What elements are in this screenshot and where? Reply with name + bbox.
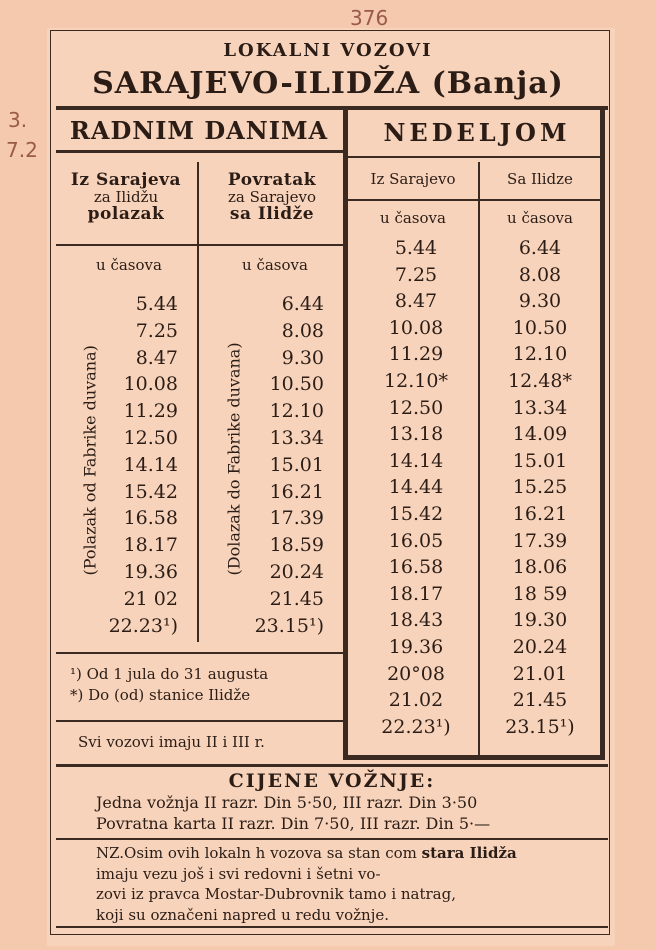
title-line1: LOKALNI VOZOVI (223, 40, 433, 61)
weekdays-header-rule (56, 150, 343, 153)
sundays-header-rule (348, 156, 600, 158)
weekdays-head-underline (56, 244, 343, 246)
sunday-departure-time: 22.23¹) (381, 715, 451, 738)
pencil-mark-left1: 3. (8, 108, 28, 132)
return-head1: Povratak (227, 170, 317, 190)
sunday-departure-time: 11.29 (388, 343, 444, 366)
sunday-return-time: 20.24 (512, 635, 568, 658)
sundays-border-bottom (343, 755, 605, 760)
sundays-from-sarajevo-times (354, 235, 478, 740)
return-time: 20.24 (269, 560, 324, 583)
weekdays-col-rule (197, 162, 199, 642)
sunday-return-time: 23.15¹) (505, 715, 575, 738)
sunday-departure-time: 7.25 (394, 263, 438, 286)
sunday-departure-time: 15.42 (388, 502, 444, 525)
return-time: 13.34 (269, 426, 324, 449)
note-bold: stara Ilidža (421, 844, 517, 862)
departure-time: 12.50 (123, 426, 178, 449)
weekdays-notes (70, 664, 268, 706)
sunday-departure-time: 5.44 (394, 237, 438, 259)
sundays-unit-rule (348, 199, 600, 201)
sundays-border-left (343, 108, 348, 760)
pencil-mark-left2: 7.2 (6, 138, 38, 162)
departure-time: 19.36 (123, 560, 178, 583)
sunday-return-time: 16.21 (512, 502, 568, 525)
return-head3: sa Ilidže (229, 204, 315, 224)
sunday-departure-time: 12.10* (384, 369, 448, 392)
outbound-head2: za Ilidžu (93, 188, 159, 206)
sunday-return-time: 12.10 (512, 343, 568, 366)
sundays-from-ilidza-times (482, 235, 598, 740)
note-rule-bottom (56, 926, 608, 928)
sunday-return-time: 19.30 (512, 609, 568, 632)
sunday-return-time: 17.39 (512, 529, 568, 552)
sunday-return-time: 21.45 (512, 689, 568, 712)
return-time: 16.21 (269, 480, 324, 503)
outbound-head1: Iz Sarajeva (70, 170, 182, 190)
return-time: 23.15¹) (254, 614, 324, 637)
sunday-return-time: 18 59 (512, 582, 568, 605)
departure-time: 11.29 (123, 400, 178, 423)
departure-time: 21 02 (123, 587, 178, 610)
sunday-departure-time: 14.44 (388, 476, 444, 499)
sunday-return-time: 14.09 (512, 423, 568, 446)
sundays-col1-unit: u časova (380, 209, 446, 227)
connection-note (96, 843, 517, 925)
sunday-departure-time: 14.14 (388, 449, 444, 472)
sunday-return-time: 13.34 (512, 396, 568, 419)
sundays-col1-head: Iz Sarajevo (370, 170, 456, 188)
departure-time: 5.44 (135, 293, 178, 315)
note-line4: koji su označeni napred u redu vožnje. (96, 905, 389, 924)
return-time: 18.59 (269, 534, 324, 557)
return-time: 6.44 (281, 293, 324, 315)
outbound-head3: polazak (87, 204, 165, 224)
sunday-departure-time: 21.02 (388, 689, 444, 712)
sunday-departure-time: 20°08 (387, 662, 445, 685)
departure-time: 22.23¹) (108, 614, 178, 637)
sundays-col-rule (478, 162, 480, 755)
sunday-departure-time: 18.17 (388, 582, 444, 605)
prices-title: CIJENE VOŽNJE: (228, 770, 436, 792)
note-lead: NZ.Osim ovih lokaln h vozova sa stan com (96, 844, 417, 862)
footnote-ilidza: *) Do (od) stanice Ilidže (70, 686, 251, 704)
sundays-title: NEDELJOM (383, 118, 571, 147)
return-time: 12.10 (269, 400, 324, 423)
prices-rule-bottom (56, 838, 608, 840)
departure-time: 14.14 (123, 453, 178, 476)
title-line2: SARAJEVO-ILIDŽA (Banja) (92, 66, 564, 101)
return-time: 10.50 (269, 373, 324, 396)
departure-time: 7.25 (135, 319, 178, 342)
return-time: 8.08 (281, 319, 324, 342)
title-rule (56, 106, 608, 110)
price-return: Povratna karta II razr. Din 7·50, III razr. Din 5·— (96, 814, 491, 833)
departure-time: 10.08 (123, 373, 178, 396)
departure-time: 15.42 (123, 480, 178, 503)
note-line2: imaju vezu još i svi redovni i šetni vo- (96, 864, 381, 883)
outbound-unit: u časova (96, 256, 162, 274)
outbound-side-label: (Polazak od Fabrike duvana) (80, 345, 100, 576)
return-time: 17.39 (269, 507, 324, 530)
sunday-return-time: 21.01 (512, 662, 568, 685)
sunday-return-time: 15.25 (512, 476, 568, 499)
sunday-return-time: 6.44 (518, 237, 562, 259)
weekdays-title: RADNIM DANIMA (69, 116, 329, 145)
sunday-departure-time: 8.47 (394, 290, 438, 313)
sunday-return-time: 8.08 (518, 263, 562, 286)
price-single: Jedna vožnja II razr. Din 5·50, III razr. Din 3·50 (96, 793, 478, 812)
sundays-border-right (600, 108, 605, 760)
sundays-col2-head: Sa Ilidze (507, 170, 573, 188)
sunday-return-time: 12.48* (508, 369, 572, 392)
classes-note: Svi vozovi imaju II i III r. (78, 733, 265, 751)
departure-time: 16.58 (123, 507, 178, 530)
prices-rule-top (56, 764, 608, 767)
sunday-departure-time: 10.08 (388, 316, 444, 339)
return-header (203, 172, 341, 223)
prices-lines (96, 792, 490, 834)
return-time: 15.01 (269, 453, 324, 476)
return-side-label: (Dolazak do Fabrike duvana) (224, 342, 244, 576)
sunday-return-time: 9.30 (518, 290, 562, 313)
outbound-times (100, 291, 178, 639)
return-times (246, 291, 324, 639)
weekdays-classes-rule (56, 720, 343, 722)
departure-time: 18.17 (123, 534, 178, 557)
sunday-departure-time: 16.58 (388, 556, 444, 579)
outbound-header (58, 172, 194, 223)
sunday-departure-time: 18.43 (388, 609, 444, 632)
departure-time: 8.47 (135, 346, 178, 369)
sunday-departure-time: 19.36 (388, 635, 444, 658)
sunday-return-time: 10.50 (512, 316, 568, 339)
pencil-mark-top: 376 (350, 6, 389, 30)
note-line3: zovi iz pravca Mostar-Dubrovnik tamo i natrag, (96, 885, 456, 903)
sunday-return-time: 18.06 (512, 556, 568, 579)
sunday-departure-time: 12.50 (388, 396, 444, 419)
sunday-departure-time: 16.05 (388, 529, 444, 552)
return-time: 9.30 (281, 346, 324, 369)
return-unit: u časova (242, 256, 308, 274)
sundays-col2-unit: u časova (507, 209, 573, 227)
return-time: 21.45 (269, 587, 324, 610)
sunday-departure-time: 13.18 (388, 423, 444, 446)
weekdays-notes-rule (56, 652, 343, 654)
return-head2: za Sarajevo (228, 188, 316, 206)
sunday-return-time: 15.01 (512, 449, 568, 472)
footnote-july: ¹) Od 1 jula do 31 augusta (70, 665, 269, 683)
